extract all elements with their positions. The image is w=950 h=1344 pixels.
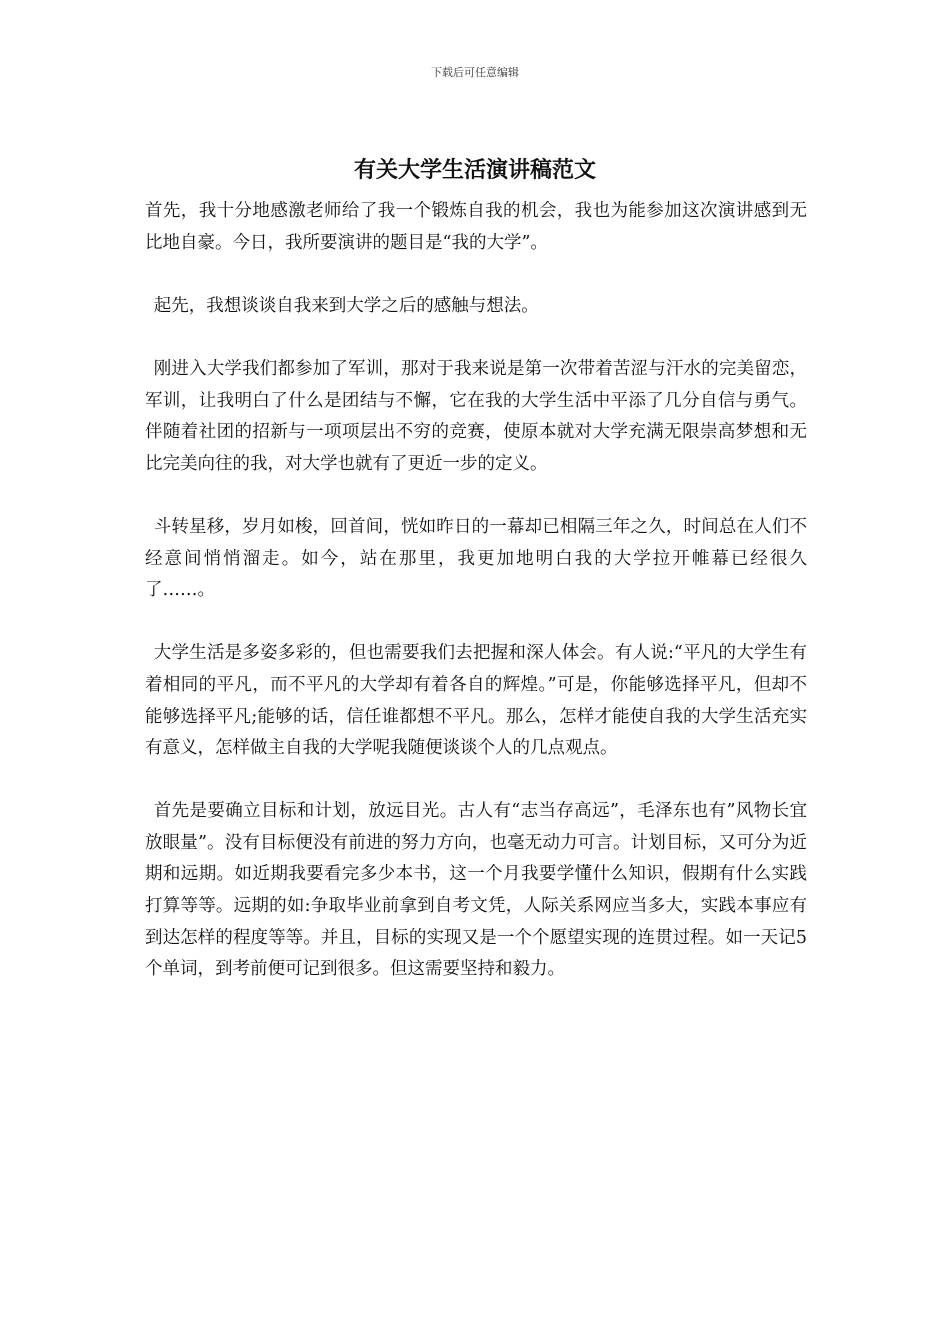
document-title: 有关大学生活演讲稿范文 — [353, 157, 596, 183]
paragraph-1: 首先，我十分地感激老师给了我一个锻炼自我的机会，我也为能参加这次演讲感到无比地自豪。今日，我所要演讲的题目是“我的大学”。 — [145, 201, 807, 253]
header-note: 下载后可任意编辑 — [431, 66, 519, 79]
paragraph-5: 大学生活是多姿多彩的，但也需要我们去把握和深人体会。有人说:“平凡的大学生有着相同的平凡，而不平凡的大学却有着各自的辉煌。”可是，你能够选择平凡，但却不能够选择平凡;能够的话，信任谁都想不平凡。那么，怎样才能使自我的大学生活充实有意义，怎样做主自我的大学呢我随便谈谈个人的几点观点。 — [145, 643, 807, 759]
paragraph-2: 起先，我想谈谈自我来到大学之后的感触与想法。 — [153, 295, 539, 316]
paragraph-3: 刚进入大学我们都参加了军训，那对于我来说是第一次带着苦涩与汗水的完美留恋，军训，让我明白了什么是团结与不懈，它在我的大学生活中平添了几分自信与勇气。伴随着社团的招新与一项项层出不穷的竞赛，使原本就对大学充满无限崇高梦想和无比完美向往的我，对大学也就有了更近一步的定义。 — [145, 358, 807, 474]
paragraph-6: 首先是要确立目标和计划，放远目光。古人有“志当存高远”，毛泽东也有”风物长宜放眼量”。没有目标便没有前进的努力方向，也毫无动力可言。计划目标，又可分为近期和远期。如近期我要看完多少本书，这一个月我要学懂什么知识，假期有什么实践打算等等。远期的如:争取毕业前拿到自考文凭，人际关系网应当多大，实践本事应有到达怎样的程度等等。并且，目标的实现又是一个个愿望实现的连贯过程。如一天记5个单词，到考前便可记到很多。但这需要坚持和毅力。 — [145, 801, 807, 980]
document-body — [145, 196, 807, 1017]
paragraph-4: 斗转星移，岁月如梭，回首间，恍如昨日的一幕却已相隔三年之久，时间总在人们不经意间悄悄溜走。如今，站在那里，我更加地明白我的大学拉开帷幕已经很久了……。 — [145, 516, 807, 601]
